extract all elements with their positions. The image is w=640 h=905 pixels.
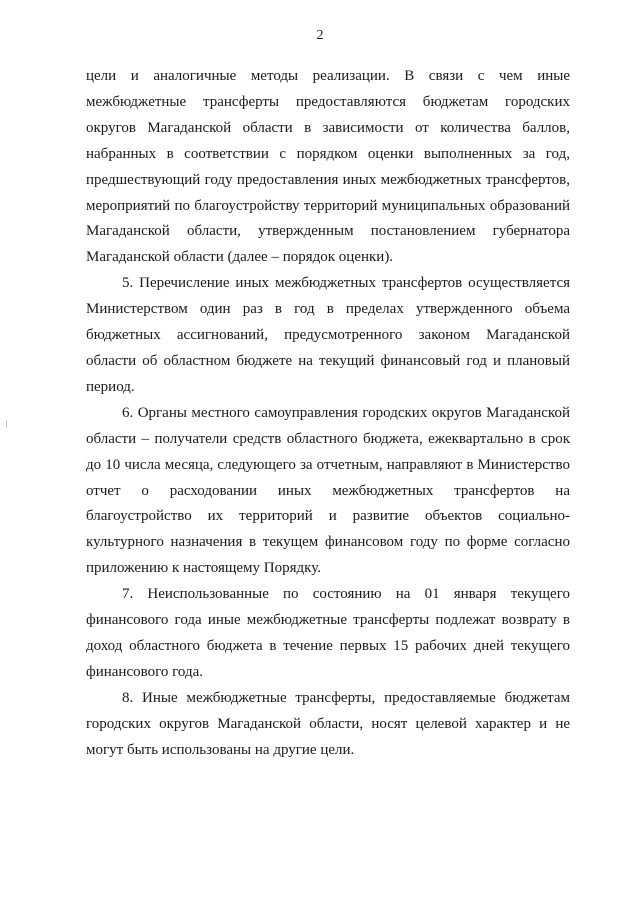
scan-margin-mark [6,420,7,428]
paragraph-item-5: 5. Перечисление иных межбюджетных трансфертов осуществляется Министерством один раз в год в пределах утвержденного объема бюджетных ассигнований, предусмотренного законом Магаданской области об областном бюджете на текущий финансовый год и плановый период. [86,275,570,395]
paragraph-item-8: 8. Иные межбюджетные трансферты, предоставляемые бюджетам городских округов Магаданской области, носят целевой характер и не могут быть использованы на другие цели. [86,689,570,758]
paragraph-continuation: цели и аналогичные методы реализации. В связи с чем иные межбюджетные трансферты предоставляются бюджетам городских округов Магаданской области в зависимости от количества баллов, набранных в соответствии с порядком оценки выполненных за год, предшествующий году предоставления иных межбюджетных трансфертов, мероприятий по благоустройству территорий муниципальных образований Магаданской области, утвержденным постановлением губернатора Магаданской области (далее – порядок оценки). [86,68,570,266]
document-body [86,64,570,763]
paragraph-item-6: 6. Органы местного самоуправления городских округов Магаданской области – получатели средств областного бюджета, ежеквартально в срок до 10 числа месяца, следующего за отчетным, направляют в Министерство отчет о расходовании иных межбюджетных трансфертов на благоустройство их территорий и развитие объектов социально-культурного назначения в текущем финансовом году по форме согласно приложению к настоящему Порядку. [86,404,570,577]
paragraph-item-7: 7. Неиспользованные по состоянию на 01 января текущего финансового года иные межбюджетные трансферты подлежат возврату в доход областного бюджета в течение первых 15 рабочих дней текущего финансового года. [86,586,570,680]
page-number: 2 [316,28,324,43]
